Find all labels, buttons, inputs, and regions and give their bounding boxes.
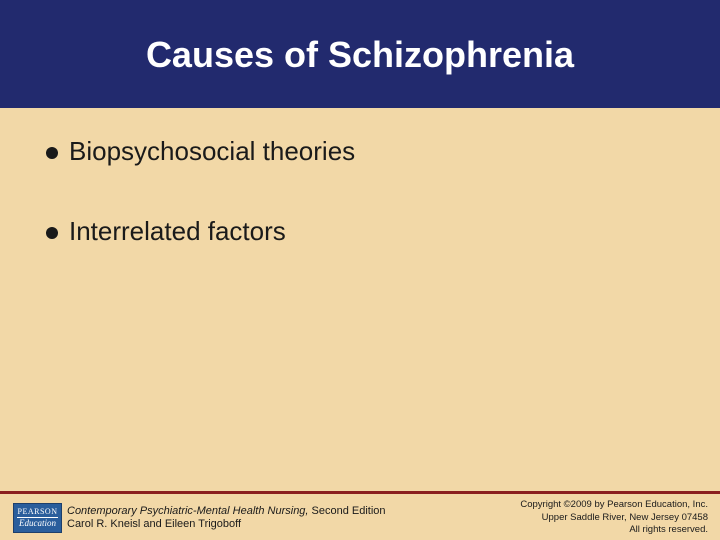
book-edition: Second Edition xyxy=(308,505,386,517)
bullet-text: Interrelated factors xyxy=(69,215,286,246)
bullet-text: Biopsychosocial theories xyxy=(69,135,356,166)
footer-divider xyxy=(0,491,720,494)
copyright-line: Copyright ©2009 by Pearson Education, Inc. xyxy=(520,499,708,510)
slide-title: Causes of Schizophrenia xyxy=(145,34,575,75)
title-bar xyxy=(0,0,720,108)
pearson-education-logo xyxy=(13,503,62,533)
copyright-line: Upper Saddle River, New Jersey 07458 xyxy=(541,511,708,523)
book-title: Contemporary Psychiatric-Mental Health Nursing, xyxy=(67,505,309,517)
copyright-line: All rights reserved. xyxy=(629,524,708,535)
bullet-dot-icon xyxy=(46,147,58,159)
book-credit xyxy=(67,505,386,531)
bullet-item xyxy=(46,131,355,171)
book-authors: Carol R. Kneisl and Eileen Trigoboff xyxy=(67,518,242,530)
logo-top-text: PEARSON xyxy=(17,507,58,516)
copyright-notice xyxy=(408,499,708,537)
bullet-dot-icon xyxy=(46,227,58,239)
bullet-item xyxy=(46,211,286,251)
logo-bottom-text: Education xyxy=(19,518,56,528)
